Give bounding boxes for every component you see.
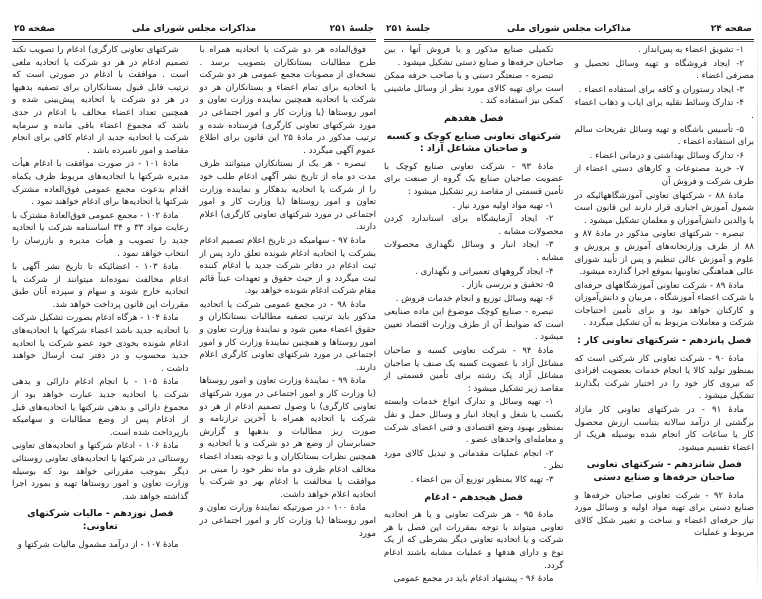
paragraph: ۴- ایجاد گروههای تعمیراتی و نگهداری . (415, 266, 554, 277)
paragraph: تبصره - شرکتهای تعاونی مذکور در مادهٔ ۸۷ و ۸۸ از طرف وزارتخانه‌های آموزش و پرورش و علوم و آموزش عالی تنظیم و پس از تأیید شورای عالی هماهنگی تعاونیها بموقع اجرا گذارده میشود. (574, 229, 754, 278)
paragraph: ۳- ایجاد انبار و وسائل نگهداری محصولات مشابه . (384, 240, 564, 263)
session-number: جلسهٔ ۲۵۱ (329, 24, 374, 34)
paragraph: مادهٔ ۹۵ - هر شرکت تعاونی و یا هر اتحادیه تعاونی میتواند با توجه بمقررات این فصل با هر شرکت و یا اتحادیه تعاونی دیگر بشرطی که از یک نوع و دارای هدفها و عملیات مشابه باشند ادغام گردد. (384, 510, 564, 571)
running-header (384, 24, 754, 38)
journal-title: مذاکرات مجلس شورای ملی (131, 24, 257, 34)
header-rule-thin (12, 41, 376, 42)
text-column-right (199, 44, 376, 564)
section-heading: فصل شانزدهم - شرکتهای تعاونی صاحبان حرفه‌ها و صنایع دستی (586, 459, 742, 483)
page-number: صفحه ۲۴ (710, 24, 752, 34)
paragraph: مادهٔ ۹۰ - شرکت تعاونی کار شرکتی است که بمنظور تولید کالا یا انجام خدمات بعضویت افرادی که نیروی کار خود را در اختیار شرکت بگذارند تشکیل میشود . (574, 353, 754, 402)
page-right (384, 24, 754, 585)
paragraph: مادهٔ ۹۸ - در مجمع عمومی شرکت یا اتحادیه مذکور باید ترتیب تصفیه مطالبات بستانکاران و حقوق اعضاء معین شود و نمایندهٔ وزارت تعاون و امور روستاها و همچنین نمایندهٔ وزارت کار و امور اجتماعی در مورد شرکتهای تعاونی کارگری اعلام دارند. (199, 299, 376, 373)
paragraph: تبصره - صنایع کوچک موضوع این ماده صنایعی است که ضوابط آن از طرف وزارت اقتصاد تعیین میشود . (384, 307, 564, 343)
paragraph: ۲- ایجاد آزمایشگاه برای استاندارد کردن محصولات مشابه . (384, 214, 564, 237)
paragraph: تبصره - هر یک از بستانکاران میتوانند ظرف مدت دو ماه از تاریخ نشر آگهی ادغام طلب خود را از شرکت یا اتحادیه بدهکار و نماینده وزارت تعاون و امور روستاها (یا وزارت کار و امور اجتماعی در مورد شرکتهای تعاونی کارگری) اعلام دارند. (199, 159, 376, 233)
paragraph: مادهٔ ۹۲ - شرکت تعاونی صاحبان حرفه‌ها و صنایع دستی برای تهیه مواد اولیه و وسائل مورد نیاز حرفه‌ای اعضاء و ساخت و تغییر شکل کالای مربوط و عملیات (574, 490, 754, 539)
text-column-left (384, 44, 564, 585)
paragraph: تبصره - صنعتگر دستی و یا صاحب حرفه ممکن است برای تهیه کالای مورد نظر از وسائل ماشینی کمکی نیز استفاده کند . (384, 71, 564, 107)
paragraph: ۲- ایجاد فروشگاه و تهیه وسائل تحصیل و مصرفی اعضاء . (574, 58, 754, 82)
paragraph: ۱- تشویق اعضاء به پس‌انداز . (638, 45, 744, 55)
paragraph: ۳- ایجاد رستوران و کافه برای استفاده اعضاء . (578, 84, 744, 95)
header-rule (12, 39, 376, 40)
paragraph: مادهٔ ۱۰۲ - مجمع عمومی فوق‌العادهٔ مشترک با رعایت مواد ۳۳ و ۳۴ اساسنامه شرکت یا اتحادیه جدید را تصویب و هیأت مدیره و بازرسان را انتخاب خواهد نمود . (12, 210, 189, 259)
paragraph: تکمیلی صنایع مذکور و یا فروش آنها ، بین صاحبان حرفه‌ها و صنایع دستی تشکیل میشود . (384, 45, 564, 68)
text-column-left (12, 44, 189, 564)
paragraph: مادهٔ ۸۸ - شرکتهای تعاونی آموزشگاههائیکه در شمول آموزش اجباری قرار دارند این قانون است یا والدین دانش‌آموزان و معلمان تشکیل میشود . (574, 190, 754, 226)
section-heading: فصل نوزدهم - مالیات شرکتهای تعاونی: (27, 508, 174, 532)
paragraph: شرکتهای تعاونی کارگری) ادغام را تصویب نکند تصمیم ادغام در هر دو شرکت یا اتحادیه ملغی است . موافقت با ادغام در صورتی است که ترتیب قابل قبول بستانکاران برای تصفیه بدهیها در هر دو شرکت یا اتحادیه پیش‌بینی شده و همچنین تعداد اعضاء مخالف با ادغام در حدی باشد که مجموع اعضاء باقی مانده و سرمایه شرکت یا اتحادیه جدید از ادغام کافی برای انجام مقاصد و امور نامبرده باشد . (12, 45, 189, 156)
page-number: صفحه ۲۵ (14, 24, 56, 34)
paragraph: ۱- تهیه مواد اولیه مورد نیاز . (452, 200, 554, 211)
section-heading: فصل هیجدهم - ادغام (424, 491, 524, 503)
page-left (12, 24, 376, 564)
paragraph: مادهٔ ۹۱ - در شرکتهای تعاونی کار مازاد برگشتی از درآمد سالانه بتناسب ارزش محصول کار یا ساعات کار انجام شده بوسیله هریک از اعضاء تقسیم میشود. (574, 405, 754, 453)
paragraph: ۲- انجام عملیات مقدماتی و تبدیل کالای مورد نظر . (384, 448, 564, 472)
scan-edge (757, 0, 758, 599)
paragraph: مادهٔ ۹۷ - سهامیکه در تاریخ اعلام تصمیم ادغام بشرکت یا اتحادیه ادغام شونده تعلق دارد پس از ثبت ادغام در دفاتر شرکت جدید یا ادغام کننده ثبت میگردد و از حیث حقوق و تعهدات عیناً قائم مقام شرکت ادغام شونده خواهد بود. (199, 235, 376, 297)
paragraph: مادهٔ ۹۶ - پیشنهاد ادغام باید در مجمع عمومی (393, 574, 554, 585)
paragraph: مادهٔ ۹۹ - نمایندهٔ وزارت تعاون و امور روستاها (یا وزارت کار و امور اجتماعی در مورد شرکتهای تعاونی کارگری) با وصول تصمیم ادغام از هر دو شرکت یا اتحادیه همراه با آخرین ترازنامه و صورت ریز مطالبات و بدهیها و گزارش حسابرسان از وضع هر دو شرکت و یا اتحادیه و همچنین نظرات بستانکاران و با توجه بتعداد اعضاء مخالف ادغام ظرف دو ماه نظر خود را مبنی بر موافقت یا مخالفت با ادغام بهر دو شرکت یا اتحادیه اعلام خواهد داشت. (199, 376, 376, 500)
paragraph: مادهٔ ۱۰۰ - در صورتیکه نمایندهٔ وزارت تعاون و امور روستاها (یا وزارت کار و امور اجتماعی در مورد (199, 503, 376, 539)
paragraph: مادهٔ ۱۰۱ - در صورت موافقت با ادغام هیأت مدیره شرکتها یا اتحادیه‌های مربوط ظرف یکماه اقدام بدعوت مجمع عمومی فوق‌العاده مشترک شرکتها یا اتحادیه‌ها برای ادغام خواهند نمود . (12, 159, 189, 208)
paragraph: مادهٔ ۸۹ - شرکت تعاونی آموزشگاههای حرفه‌ای با شرکت اعضاء آموزشگاه ، مربیان و دانش‌آموزان و کارکنان خواهد بود و برای تأمین احتیاجات شرکت و معاملات مربوط به آن تشکیل میگردد . (574, 280, 754, 329)
header-rule (384, 39, 754, 40)
paragraph: ۴- تدارک وسائط نقلیه برای ایاب و ذهاب اعضاء . (574, 98, 754, 121)
session-number: جلسهٔ ۲۵۱ (386, 24, 431, 34)
paragraph: مادهٔ ۱۰۵ - با انجام ادغام دارائی و بدهی شرکت یا اتحادیه جدید عبارت خواهد بود از مجموع دارائی و بدهی شرکتها یا اتحادیه‌های قبل از ادغام پس از وضع مطالبات و سهامیکه بازپرداخت شده است. (12, 377, 189, 438)
paragraph: ۵- تحقیق و بررسی بازار . (461, 280, 554, 291)
paragraph: فوق‌الماده هر دو شرکت یا اتحادیه همراه با طرح مطالبات بستانکاران بتصویب برسد . نسخه‌ای از مصوبات مجمع عمومی هر دو شرکت یا اتحادیه برای تمام اعضاء و بستانکاران هر دو شرکت یا اتحادیه همچنین نماینده وزارت تعاون و امور روستاها (یا وزارت کار و امور اجتماعی در مورد شرکتهای تعاونی کارگری) فرستاده شده و ترتیب مذکور در مادهٔ ۲۵ این قانون برای اطلاع عموم آگهی میگردد . (199, 45, 376, 156)
section-heading: شرکتهای تعاونی صنایع کوچک و کسبه و صاحبان مشاغل آزاد : (386, 130, 561, 155)
paragraph: ۷- خرید مصنوعات و کارهای دستی اعضاء از طرف شرکت و فروش آن (574, 164, 754, 187)
running-header (12, 24, 376, 38)
header-rule-thin (384, 41, 754, 42)
paragraph: مادهٔ ۱۰۳ - اعضائیکه تا تاریخ نشر آگهی با ادغام مخالفت نموده‌اند میتوانند از شرکت یا اتحادیه خارج شوند و سهام و سپرده آنان طبق مقررات این قانون پرداخت خواهد شد. (12, 262, 189, 310)
section-heading: فصل پانزدهم - شرکتهای تعاونی کار : (577, 335, 752, 347)
section-heading: فصل هفدهم (443, 112, 504, 124)
paragraph: مادهٔ ۱۰۶ - ادغام شرکتها و اتحادیه‌های تعاونی روستائی در شرکتها یا اتحادیه‌های تعاونی روستائی دیگر بموجب مقرراتی خواهد بود که بوسیله وزارت تعاون و امور روستاها تهیه و بمورد اجرا گذاشته خواهد شد. (12, 441, 189, 502)
paragraph: مادهٔ ۹۳ - شرکت تعاونی صنایع کوچک با عضویت صاحبان صنایع یک گروه از صنعت برای تأمین قسمتی از مقاصد زیر تشکیل میشود : (384, 161, 564, 197)
paragraph: ۱- تهیه وسائل و تدارک انواع خدمات وابسته بکسب یا شغل و ایجاد انبار و وسائل حمل و نقل بمنظور بهبود وضع اقتصادی و فنی اعضای شرکت و معامله‌ای واحدهای عضو . (384, 397, 564, 446)
paragraph: مادهٔ ۱۰۴ - هرگاه ادغام بصورت تشکیل شرکت یا اتحادیه جدید باشد اعضاء شرکتها یا اتحادیه‌های ادغام شونده بخودی خود عضو شرکت یا اتحادیه جدید محسوب و در دفتر ثبت ارسال خواهند داشت . (12, 313, 189, 374)
paragraph: ۳- تهیه کالا بمنظور توزیع آن بین اعضاء . (410, 475, 554, 485)
paragraph: ۶- تهیه وسائل توزیع و انجام خدمات فروش . (395, 293, 554, 304)
journal-title: مذاکرات مجلس شورای ملی (506, 24, 632, 34)
paragraph: مادهٔ ۹۴ - شرکت تعاونی کسبه و صاحبان مشاغل آزاد با عضویت کسبه یک صنف یا صاحبان مشاغل آزاد یک رشته برای تأمین قسمتی از مقاصد زیر تشکیل میشود : (384, 346, 564, 394)
paragraph: ۵- تأسیس باشگاه و تهیه وسائل تفریحات سالم برای استفاده اعضاء . (574, 124, 754, 148)
paragraph: ۶- تدارک وسائل بهداشتی و درمانی اعضاء . (589, 150, 744, 161)
text-column-right (575, 44, 754, 564)
paragraph: مادهٔ ۱۰۷ - از درآمد مشمول مالیات شرکتها و (17, 539, 179, 550)
